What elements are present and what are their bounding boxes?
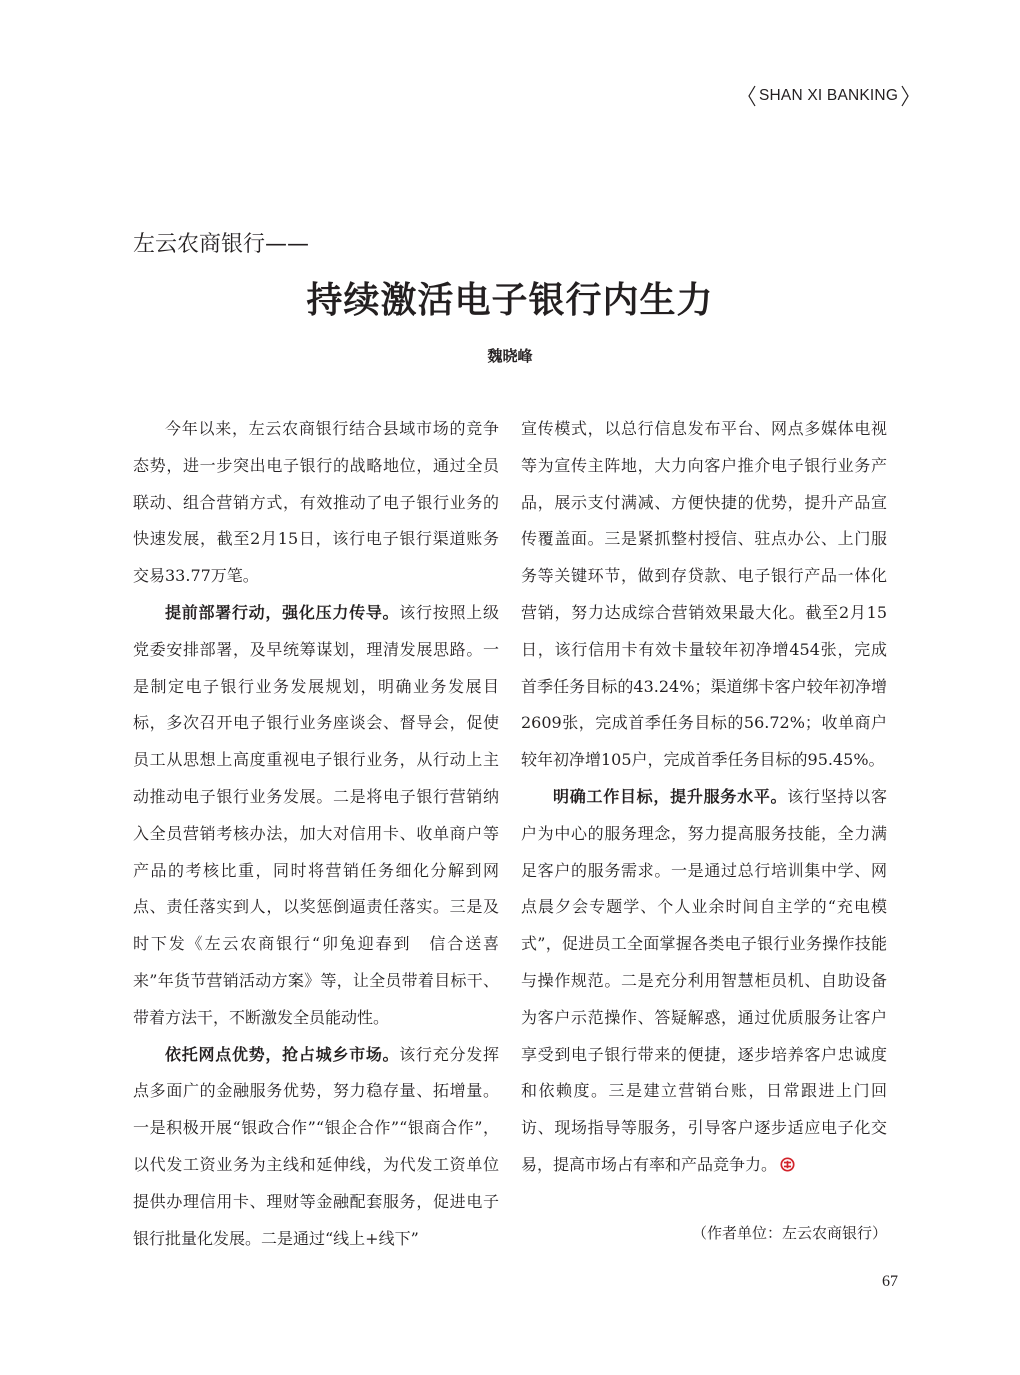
left-bracket-icon [748, 85, 756, 107]
author-affiliation: （作者单位：左云农商银行） [691, 1224, 887, 1242]
paragraph-service [521, 779, 887, 1184]
article-kicker: 左云农商银行—— [133, 232, 310, 257]
paragraph-deploy-body: 该行按照上级党委安排部署，及早统筹谋划，理清发展思路。一是制定电子银行业务发展规划，明确业务发展目标，多次召开电子银行业务座谈会、督导会，促使员工从思想上高度重视电子银行业务，从行动上主动推动电子银行业务发展。二是将电子银行营销纳入全员营销考核办法，加大对信用卡、收单商户等产品的考核比重，同时将营销任务细化分解到网点、责任落实到人，以奖惩倒逼责任落实。三是及时下发《左云农商银行“卯兔迎春到 信合送喜来”年货节营销活动方案》等，让全员带着目标干、带着方法干，不断激发全员能动性。 [133, 602, 499, 1027]
paragraph-outlets-continued: 宣传模式，以总行信息发布平台、网点多媒体电视等为宣传主阵地，大力向客户推介电子银行业务产品，展示支付满减、方便快捷的优势，提升产品宣传覆盖面。三是紧抓整村授信、驻点办公、上门服务等关键环节，做到存贷款、电子银行产品一体化营销，努力达成综合营销效果最大化。截至2月15日，该行信用卡有效卡量较年初净增454张，完成首季任务目标的43.24%；渠道绑卡客户较年初净增2609张，完成首季任务目标的56.72%；收单商户较年初净增105户，完成首季任务目标的95.45%。 [521, 419, 887, 770]
paragraph-outlets-body: 该行充分发挥点多面广的金融服务优势，努力稳存量、拓增量。一是积极开展“银政合作”“银企合作”“银商合作”，以代发工资业务为主线和延伸线，为代发工资单位提供办理信用卡、理财等金融配套服务，促进电子银行批量化发展。二是通过“线上+线下” [133, 1044, 499, 1248]
left-column [133, 411, 499, 1257]
paragraph-outlets [133, 1037, 499, 1258]
section-heading-outlets: 依托网点优势，抢占城乡市场。 [165, 1044, 400, 1064]
article-title: 持续激活电子银行内生力 [306, 279, 714, 321]
paragraph-service-body: 该行坚持以客户为中心的服务理念，努力提高服务技能，全力满足客户的服务需求。一是通过总行培训集中学、网点晨夕会专题学、个人业余时间自主学的“充电模式”，促进员工全面掌握各类电子银行业务操作技能与操作规范。二是充分利用智慧柜员机、自助设备为客户示范操作、答疑解惑，通过优质服务让客户享受到电子银行带来的便捷，逐步培养客户忠诚度和依赖度。三是建立营销台账，日常跟进上门回访、现场指导等服务，引导客户逐步适应电子化交易，提高市场占有率和产品竞争力。 [521, 786, 887, 1174]
right-bracket-icon [901, 85, 909, 107]
paragraph-deploy [133, 595, 499, 1037]
right-column [521, 411, 887, 1184]
page-number: 67 [882, 1273, 898, 1290]
section-heading-service: 明确工作目标，提升服务水平。 [553, 786, 788, 806]
end-mark-icon [780, 1157, 795, 1172]
running-header-tag [748, 84, 909, 108]
article-author: 魏晓峰 [487, 347, 533, 365]
paragraph-intro: 今年以来，左云农商银行结合县域市场的竞争态势，进一步突出电子银行的战略地位，通过全员联动、组合营销方式，有效推动了电子银行业务的快速发展，截至2月15日，该行电子银行渠道账务交易33.77万笔。 [133, 419, 499, 586]
section-heading-deploy: 提前部署行动，强化压力传导。 [165, 602, 400, 622]
running-header-label: SHAN XI BANKING [759, 87, 899, 104]
